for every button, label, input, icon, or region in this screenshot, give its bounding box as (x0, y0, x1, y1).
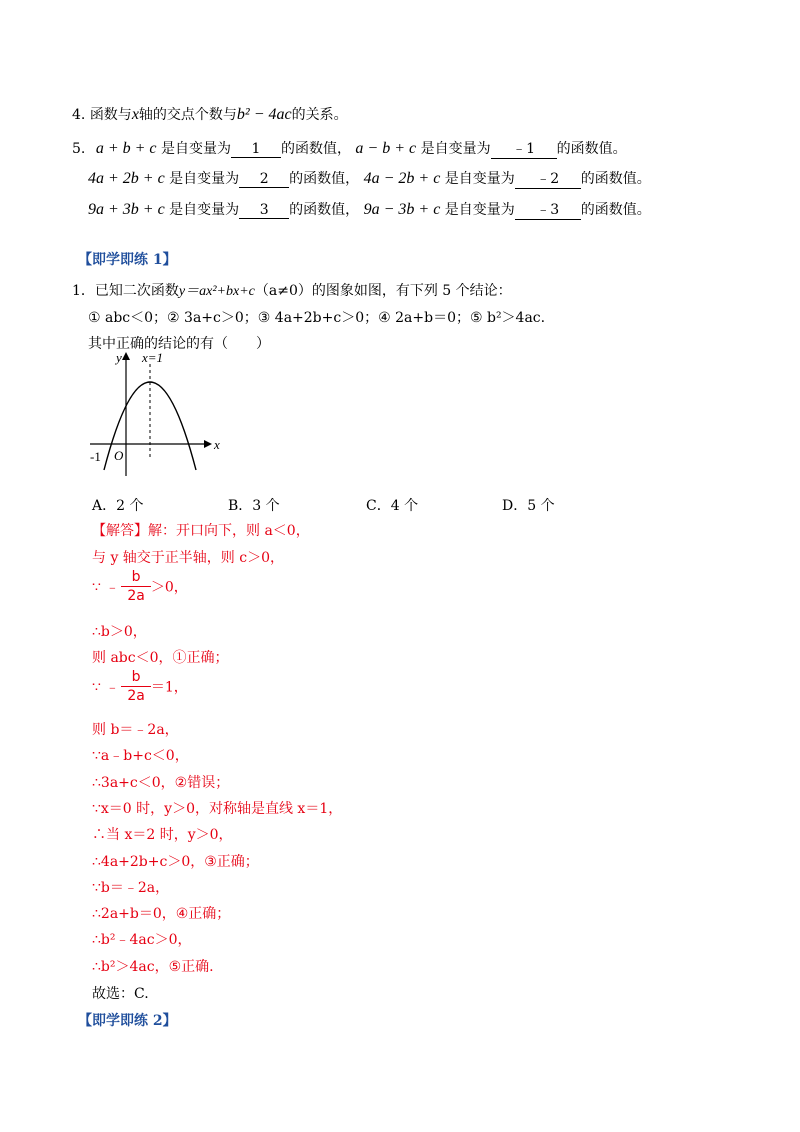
solution-line-16: ∴b²＞4ac，⑤正确. (92, 959, 214, 975)
solution-line-9: ∴3a+c＜0，②错误； (92, 775, 230, 791)
blank-answer: 3 (239, 202, 289, 219)
neg-one-label: -1 (90, 449, 101, 464)
blank-answer: 2 (239, 171, 289, 188)
solution-line-1: 【解答】解：开口向下，则 a＜0， (92, 523, 310, 539)
item-4: 4. 函数与x轴的交点个数与b² − 4ac的关系。 (72, 106, 348, 123)
solution-line-13: ∵b＝﹣2a， (92, 880, 170, 896)
solution-line-5: 则 abc＜0，①正确； (92, 650, 229, 666)
option-c[interactable]: C．4 个 (366, 498, 419, 514)
blank-answer: ﹣2 (515, 168, 581, 189)
symmetry-axis-label: x=1 (142, 350, 164, 365)
y-axis-arrow (122, 352, 130, 360)
x-axis-arrow (204, 440, 212, 448)
item-5-row-1: 5. a + b + c 是自变量为 1 的函数值， a − b + c 是自变量为 ﹣1 的函数值。 (72, 140, 627, 157)
option-a[interactable]: A．2 个 (92, 498, 144, 514)
question-1-ask: 其中正确的结论的有（ ） (88, 336, 270, 352)
parabola-graph (86, 348, 226, 478)
y-axis-label: y (116, 350, 122, 365)
blank-answer: 1 (231, 141, 281, 158)
section-header-1: 【即学即练 1】 (78, 252, 177, 268)
solution-answer: 故选：C. (92, 986, 149, 1002)
origin-label: O (114, 448, 124, 463)
question-1-stem: 1．已知二次函数y＝ax²+bx+c（a≠0）的图象如图，有下列 5 个结论： (72, 283, 512, 299)
solution-line-4: ∴b＞0， (92, 624, 147, 640)
item-5-row-2: 4a + 2b + c 是自变量为 2 的函数值， 4a − 2b + c 是自变量为 ﹣2 的函数值。 (88, 170, 651, 187)
x-axis-label: x (214, 437, 220, 452)
question-1-conclusions: ① abc＜0；② 3a+c＞0；③ 4a+2b+c＞0；④ 2a+b＝0；⑤ b²＞4ac. (88, 310, 546, 326)
blank-answer: ﹣3 (515, 199, 581, 220)
solution-line-3: ∵ ﹣ $\frac{b}{2a}$ ＞0， (92, 569, 188, 604)
solution-line-8: ∵a﹣b+c＜0， (92, 748, 189, 764)
solution-line-14: ∴2a+b＝0，④正确； (92, 906, 231, 922)
item-5-row-3: 9a + 3b + c 是自变量为 3 的函数值， 9a − 3b + c 是自变量为 ﹣3 的函数值。 (88, 201, 651, 218)
solution-line-11: ∴当 x＝2 时，y＞0， (92, 827, 233, 843)
fraction-b-over-2a: $\frac{b}{2a}$ (121, 570, 151, 603)
solution-line-2: 与 y 轴交于正半轴，则 c＞0， (92, 550, 285, 566)
discriminant-expr: b² − 4ac (236, 106, 292, 123)
blank-answer: ﹣1 (491, 138, 557, 159)
solution-line-12: ∴4a+2b+c＞0，③正确； (92, 854, 259, 870)
option-b[interactable]: B．3 个 (228, 498, 280, 514)
fraction-b-over-2a: $\frac{b}{2a}$ (121, 670, 151, 703)
option-d[interactable]: D．5 个 (502, 498, 555, 514)
solution-line-7: 则 b＝﹣2a， (92, 722, 179, 738)
solution-line-10: ∵x＝0 时，y＞0，对称轴是直线 x＝1， (92, 801, 343, 817)
solution-line-15: ∴b²﹣4ac＞0， (92, 932, 192, 948)
solution-line-6: ∵ ﹣ $\frac{b}{2a}$ ＝1， (92, 669, 188, 704)
section-header-2: 【即学即练 2】 (78, 1013, 177, 1029)
